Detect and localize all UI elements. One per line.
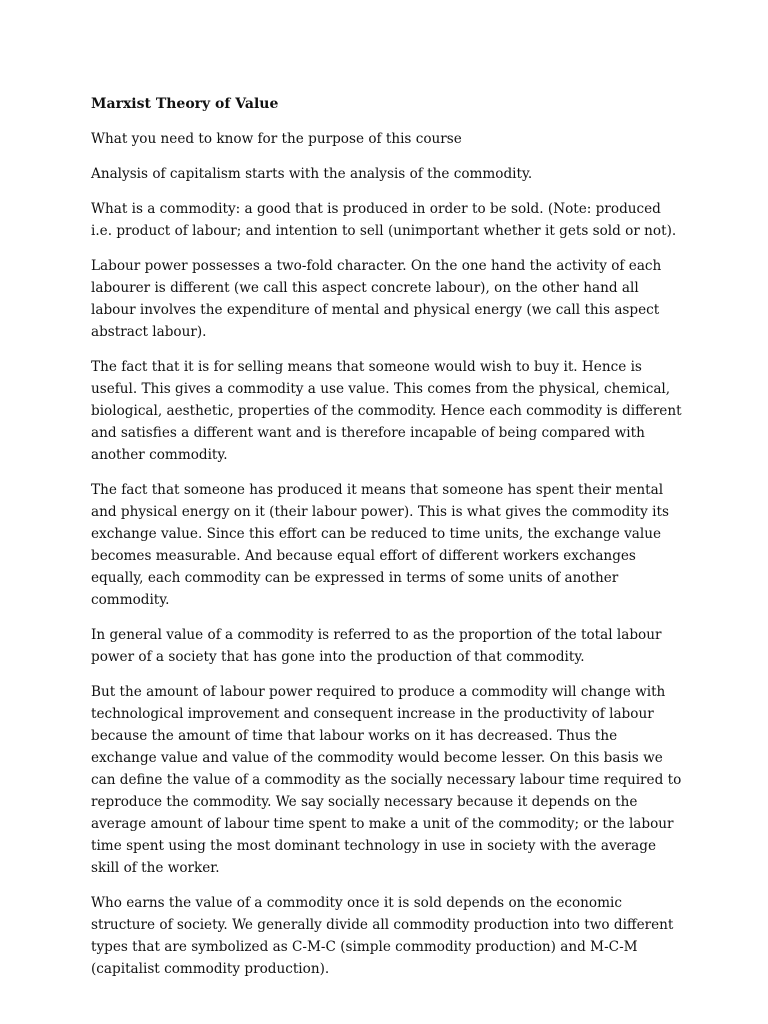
paragraph-analysis: Analysis of capitalism starts with the analysis of the commodity. [91,166,533,182]
paragraph-exchange-value: The fact that someone has produced it means that someone has spent their mental and physical energy on it (their labour power). This is what gives the commodity its exchange value. Since this effort can be reduced to time units, the exchange value becomes measurable. And because equal effort of different workers exchanges equally, each commodity can be expressed in terms of some units of another commodity. [91,482,669,608]
paragraph-general-value: In general value of a commodity is referred to as the proportion of the total labour power of a society that has gone into the production of that commodity. [91,627,662,665]
paragraph-socially-necessary-labour: But the amount of labour power required to produce a commodity will change with technological improvement and consequent increase in the productivity of labour because the amount of time that labour works on it has decreased. Thus the exchange value and value of the commodity would become lesser. On this basis we can define the value of a commodity as the socially necessary labour time required to reproduce the commodity. We say socially necessary because it depends on the average amount of labour time spent to make a unit of the commodity; or the labour time spent using the most dominant technology in use in society with the average skill of the worker. [91,684,682,876]
paragraph-commodity-definition: What is a commodity: a good that is produced in order to be sold. (Note: produced i.e. product of labour; and intention to sell (unimportant whether it gets sold or not). [91,201,677,239]
paragraph-economic-structure: Who earns the value of a commodity once it is sold depends on the economic structure of society. We generally divide all commodity production into two different types that are symbolized as C-M-C (simple commodity production) and M-C-M (capitalist commodity production). [91,895,674,977]
paragraph-labour-power: Labour power possesses a two-fold character. On the one hand the activity of each labourer is different (we call this aspect concrete labour), on the other hand all labour involves the expenditure of mental and physical energy (we call this aspect abstract labour). [91,258,662,340]
paragraph-course-note: What you need to know for the purpose of this course [91,131,462,147]
paragraph-use-value: The fact that it is for selling means that someone would wish to buy it. Hence is useful. This gives a commodity a use value. This comes from the physical, chemical, biological, aesthetic, properties of the commodity. Hence each commodity is different and satisfies a different want and is therefore incapable of being compared with another commodity. [91,359,682,463]
document-title: Marxist Theory of Value [91,96,279,112]
